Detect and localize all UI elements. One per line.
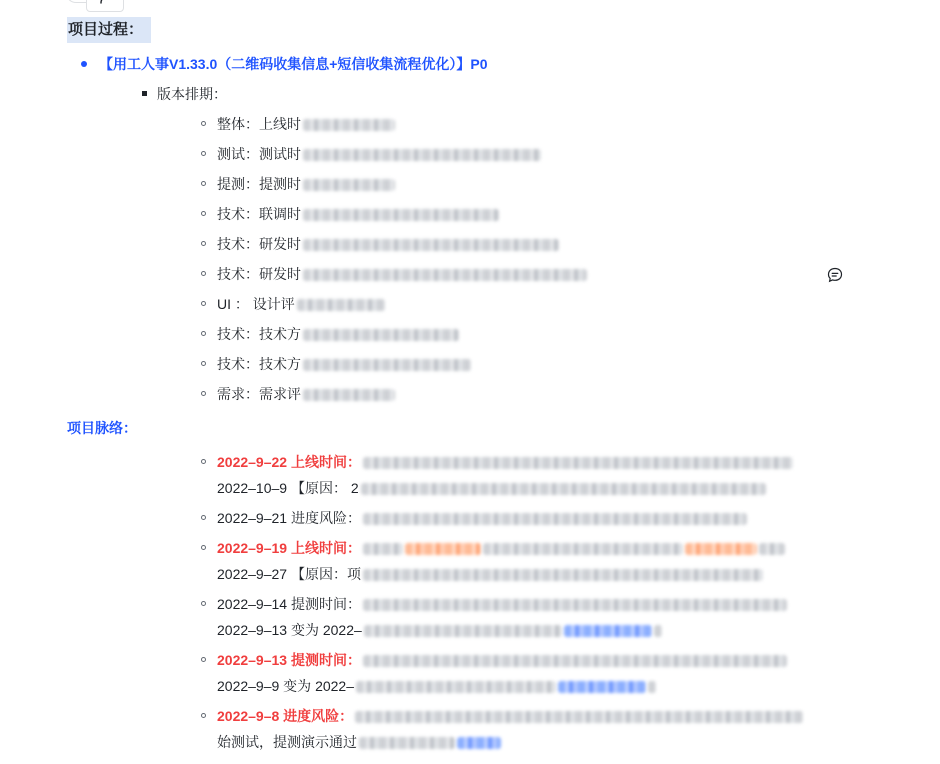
redacted-text — [303, 269, 587, 281]
redacted-link[interactable] — [457, 737, 501, 749]
redacted-text — [303, 389, 395, 401]
vein-entry-highlight: 2022–9–8 进度风险： — [217, 708, 354, 724]
redacted-text — [483, 543, 683, 555]
bullet-circle — [201, 181, 206, 186]
schedule-item — [217, 264, 587, 284]
schedule-item — [217, 234, 559, 254]
bullet-circle — [201, 241, 206, 246]
redacted-link[interactable] — [564, 625, 652, 637]
section-title-veins: 项目脉络： — [67, 420, 137, 436]
schedule-item — [217, 114, 395, 134]
schedule-item-label: UI ： 设计评 — [217, 296, 295, 312]
vein-entry-prefix: 2022–9–21 进度风险： — [217, 510, 361, 526]
comment-icon[interactable] — [826, 266, 844, 284]
vein-entry-prefix: 2022–9–13 变为 2022– — [217, 622, 362, 638]
schedule-item-label: 技术：研发时 — [217, 236, 301, 252]
schedule-item — [217, 204, 499, 224]
vein-entry-prefix: 2022–9–14 提测时间： — [217, 596, 361, 612]
redacted-text — [303, 149, 541, 161]
vein-entry-line — [217, 650, 787, 670]
redacted-text — [303, 329, 459, 341]
redacted-text — [356, 681, 556, 693]
vein-entry-line — [217, 478, 766, 498]
bullet-circle — [201, 459, 206, 464]
toolbar-button[interactable] — [86, 0, 124, 12]
redacted-text — [654, 625, 662, 637]
vein-entry-line — [217, 538, 785, 558]
redacted-text — [361, 483, 766, 495]
vein-entry-highlight: 2022–9–22 上线时间： — [217, 454, 361, 470]
redacted-text — [355, 711, 803, 723]
vein-entry-line — [217, 508, 747, 528]
vein-entry-line — [217, 732, 501, 752]
bullet-dot — [81, 61, 87, 67]
redacted-text — [303, 359, 471, 371]
redacted-text — [303, 239, 559, 251]
schedule-item — [217, 144, 541, 164]
redacted-text — [363, 513, 747, 525]
vein-entry-line — [217, 706, 803, 726]
schedule-item — [217, 294, 385, 314]
vein-entry-highlight: 2022–9–13 提测时间： — [217, 652, 361, 668]
bullet-circle — [201, 515, 206, 520]
vein-entry-prefix: 2022–10–9 【原因： 2 — [217, 480, 359, 496]
vein-entry-line — [217, 452, 793, 472]
schedule-item — [217, 324, 459, 344]
schedule-item-label: 测试：测试时 — [217, 146, 301, 162]
bullet-circle — [201, 657, 206, 662]
section-title-process: 项目过程： — [67, 17, 151, 43]
schedule-item-label: 技术：技术方 — [217, 356, 301, 372]
bullet-circle — [201, 211, 206, 216]
bullet-circle — [201, 301, 206, 306]
bullet-circle — [201, 361, 206, 366]
bullet-circle — [201, 331, 206, 336]
schedule-item-label: 需求：需求评 — [217, 386, 301, 402]
redo-icon — [97, 0, 113, 7]
vein-entry-highlight: 2022–9–19 上线时间： — [217, 540, 361, 556]
redacted-text — [363, 457, 793, 469]
redacted-text — [303, 179, 395, 191]
bullet-circle — [201, 391, 206, 396]
bullet-circle — [201, 713, 206, 718]
redacted-text — [685, 543, 757, 555]
bullet-circle — [201, 545, 206, 550]
vein-entry-prefix: 始测试，提测演示通过 — [217, 734, 357, 750]
schedule-item-label: 技术：联调时 — [217, 206, 301, 222]
vein-entry-line — [217, 676, 656, 696]
redacted-link[interactable] — [558, 681, 646, 693]
redacted-text — [363, 569, 763, 581]
redacted-text — [363, 655, 787, 667]
redacted-text — [363, 543, 403, 555]
schedule-label: 版本排期： — [157, 86, 227, 102]
redacted-text — [648, 681, 656, 693]
schedule-item-label: 整体：上线时 — [217, 116, 301, 132]
redacted-text — [759, 543, 785, 555]
vein-entry-line — [217, 564, 763, 584]
schedule-item — [217, 354, 471, 374]
bullet-square — [142, 91, 147, 96]
redacted-text — [364, 625, 562, 637]
schedule-item-label: 提测：提测时 — [217, 176, 301, 192]
schedule-item-label: 技术：研发时 — [217, 266, 301, 282]
schedule-item — [217, 384, 395, 404]
schedule-item-label: 技术：技术方 — [217, 326, 301, 342]
vein-entry-line — [217, 620, 662, 640]
bullet-circle — [201, 271, 206, 276]
vein-entry-prefix: 2022–9–9 变为 2022– — [217, 678, 354, 694]
schedule-item — [217, 174, 395, 194]
toolbar-corner — [66, 0, 87, 3]
redacted-text — [405, 543, 481, 555]
vein-entry-prefix: 2022–9–27 【原因：项 — [217, 566, 361, 582]
bullet-circle — [201, 601, 206, 606]
bullet-circle — [201, 151, 206, 156]
redacted-text — [297, 299, 385, 311]
project-title[interactable]: 【用工人事V1.33.0（二维码收集信息+短信收集流程优化）】P0 — [99, 56, 488, 72]
redacted-text — [359, 737, 455, 749]
redacted-text — [363, 599, 787, 611]
redacted-text — [303, 119, 395, 131]
vein-entry-line — [217, 594, 787, 614]
bullet-circle — [201, 121, 206, 126]
redacted-text — [303, 209, 499, 221]
